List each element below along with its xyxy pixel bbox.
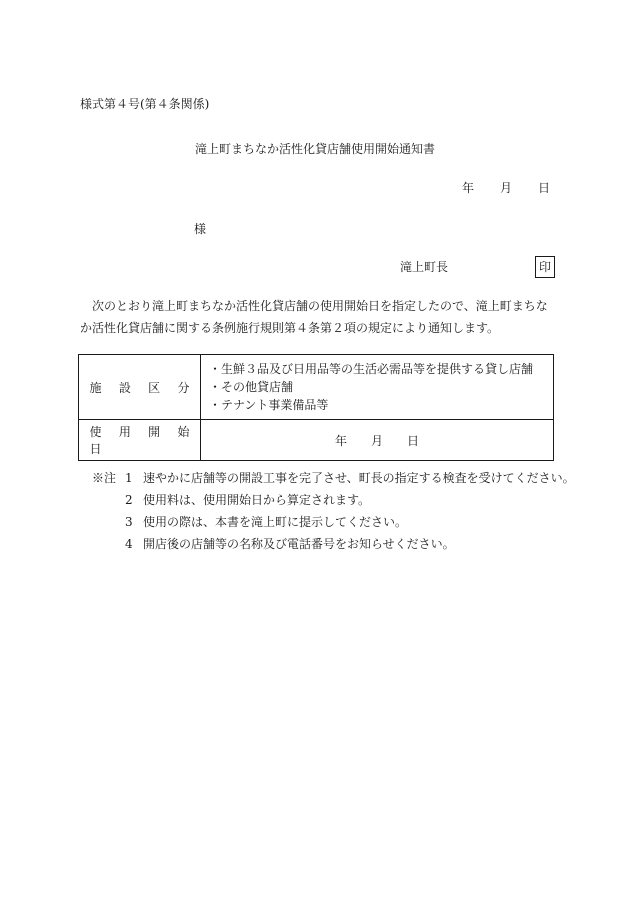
facility-option: ・その他貸店舗	[209, 380, 294, 394]
start-date-row	[79, 420, 554, 461]
issuer-name: 滝上町長	[400, 260, 449, 274]
notes-prefix: ※注	[92, 471, 117, 485]
date-year: 年	[461, 181, 474, 195]
addressee-suffix: 様	[194, 222, 207, 236]
form-number: 様式第４号(第４条関係)	[80, 97, 210, 111]
start-date-label-cell	[79, 420, 201, 461]
note-number: 4	[125, 537, 133, 551]
facility-table	[78, 354, 554, 461]
facility-label-cell	[79, 355, 201, 420]
note-text: 使用料は、使用開始日から算定されます。	[143, 493, 371, 507]
facility-options	[201, 356, 553, 418]
note-text: 使用の際は、本書を滝上町に提示してください。	[143, 515, 408, 529]
date-month: 月	[499, 181, 512, 195]
facility-option: ・テナント事業備品等	[209, 398, 329, 412]
start-date-value: 年 月 日	[201, 420, 554, 461]
note-number: 2	[125, 493, 133, 507]
seal-stamp: 印	[535, 256, 555, 278]
note-text: 速やかに店舗等の開設工事を完了させ、町長の指定する検査を受けてください。	[143, 471, 575, 485]
note-number: 3	[125, 515, 133, 529]
facility-label: 施 設 区 分	[89, 380, 190, 395]
document-title: 滝上町まちなか活性化貸店舗使用開始通知書	[194, 142, 435, 156]
notification-body: 次のとおり滝上町まちなか活性化貸店舗の使用開始日を指定したので、滝上町まちなか活性化貸店舗に関する条例施行規則第４条第２項の規定により通知します。	[80, 299, 548, 335]
start-date-label: 使 用 開 始 日	[89, 425, 202, 456]
note-text: 開店後の店舗等の名称及び電話番号をお知らせください。	[143, 537, 455, 551]
date-line	[462, 180, 550, 196]
facility-options-cell	[201, 355, 554, 420]
facility-row	[79, 355, 554, 420]
date-day: 日	[537, 181, 550, 195]
facility-option: ・生鮮３品及び日用品等の生活必需品等を提供する貸し店舗	[209, 362, 534, 376]
note-number: 1	[125, 471, 133, 485]
